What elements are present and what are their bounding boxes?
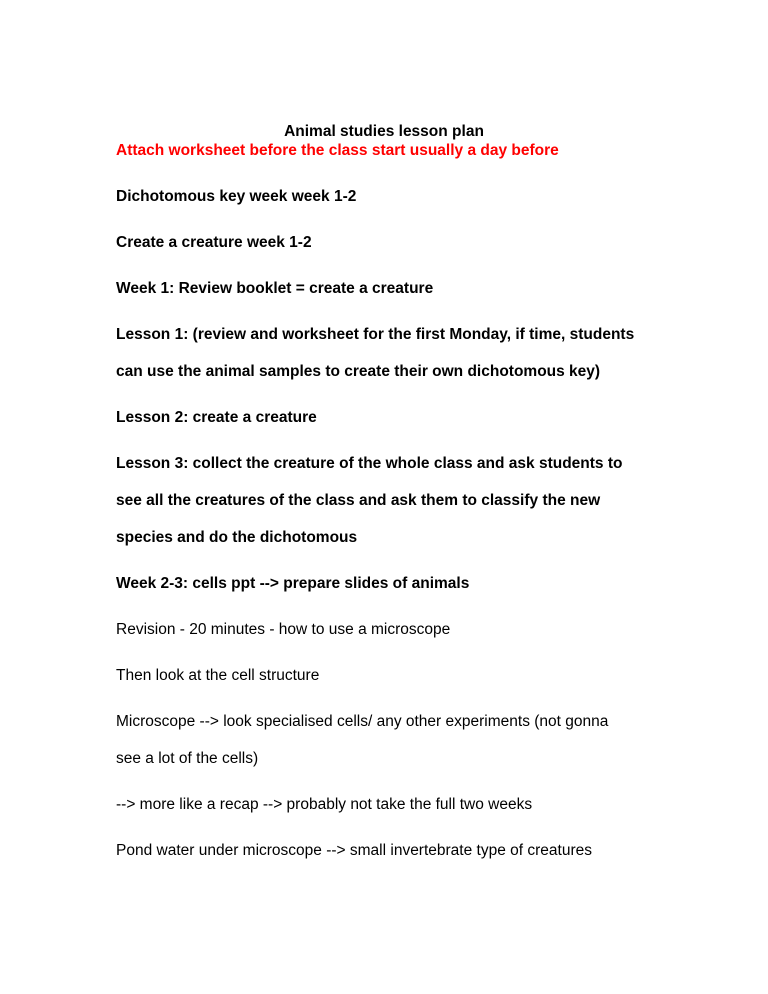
week-2-3-heading: Week 2-3: cells ppt --> prepare slides of animals [116, 575, 470, 592]
document-title: Animal studies lesson plan [284, 123, 484, 140]
cell-structure-note: Then look at the cell structure [116, 667, 320, 684]
week-1-heading: Week 1: Review booklet = create a creature [116, 280, 434, 297]
lesson-3-line-2: see all the creatures of the class and ask them to classify the new [116, 492, 601, 509]
recap-note: --> more like a recap --> probably not take the full two weeks [116, 796, 533, 813]
revision-note: Revision - 20 minutes - how to use a microscope [116, 621, 451, 638]
microscope-note-line-1: Microscope --> look specialised cells/ any other experiments (not gonna [116, 713, 609, 730]
lesson-3-line-1: Lesson 3: collect the creature of the whole class and ask students to [116, 455, 623, 472]
lesson-3-line-3: species and do the dichotomous [116, 529, 358, 546]
microscope-note-line-2: see a lot of the cells) [116, 750, 259, 767]
lesson-2: Lesson 2: create a creature [116, 409, 317, 426]
lesson-1-line-1: Lesson 1: (review and worksheet for the first Monday, if time, students [116, 326, 635, 343]
dichotomous-key-schedule: Dichotomous key week week 1-2 [116, 188, 357, 205]
create-creature-schedule: Create a creature week 1-2 [116, 234, 312, 251]
pond-water-note: Pond water under microscope --> small invertebrate type of creatures [116, 842, 592, 859]
lesson-1-line-2: can use the animal samples to create their own dichotomous key) [116, 363, 601, 380]
reminder-note: Attach worksheet before the class start usually a day before [116, 142, 559, 159]
